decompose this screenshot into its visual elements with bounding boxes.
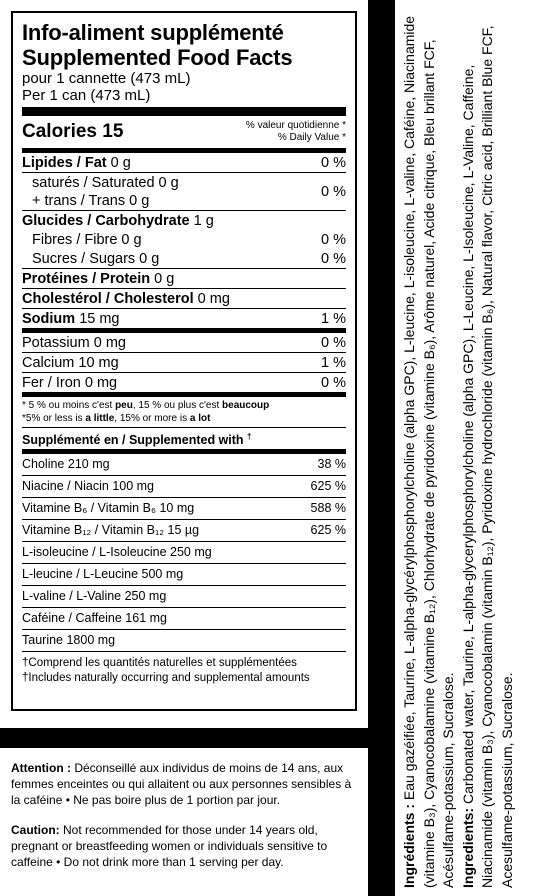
- supplement-row: [22, 608, 346, 630]
- supplement-dv: 625 %: [310, 523, 346, 538]
- supplement-row: [22, 564, 346, 586]
- title-en: Supplemented Food Facts: [22, 45, 293, 70]
- nutrient-amount: 15 mg: [75, 311, 120, 327]
- supplement-label: L-valine / L-Valine 250 mg: [22, 589, 167, 604]
- nutrient-label: saturés / Saturated 0 g: [32, 175, 179, 191]
- black-divider-column: [368, 0, 395, 896]
- nutrient-row-cholesterol: [22, 289, 346, 309]
- nutrient-label: Lipides / Fat: [22, 155, 107, 171]
- nutrient-row-potassium: [22, 333, 346, 353]
- calories-row: [22, 116, 346, 153]
- warning-fr: Attention : Déconseillé aux individus de moins de 14 ans, aux femmes enceintes ou qui allaitent ou aux personnes sensibles à la caféine • Ne pas boire plus de 1 portion par jour.: [11, 761, 352, 807]
- nutrient-label: Sucres / Sugars 0 g: [32, 251, 160, 267]
- nutrient-dv: 1 %: [321, 355, 346, 371]
- nutrient-label: Fer / Iron 0 mg: [22, 375, 118, 391]
- supplement-label: L-leucine / L-Leucine 500 mg: [22, 567, 184, 582]
- supplement-label: Caféine / Caffeine 161 mg: [22, 611, 168, 626]
- nutrient-amount: 0 g: [106, 155, 131, 171]
- supplement-label: Taurine 1800 mg: [22, 633, 116, 648]
- nutrient-row-protein: [22, 269, 346, 289]
- nutrient-dv: 0 %: [321, 375, 346, 391]
- nutrient-label: Fibres / Fibre 0 g: [32, 232, 142, 248]
- dagger-note-fr: †Comprend les quantités naturelles et supplémentées: [22, 657, 297, 670]
- dv-header-en: % Daily Value *: [277, 132, 346, 143]
- supplement-row: [22, 586, 346, 608]
- nutrient-dv: 0 %: [321, 184, 346, 200]
- calories-label: Calories 15: [22, 121, 124, 142]
- supplement-dv: 38 %: [317, 457, 346, 472]
- nutrient-label: Potassium 0 mg: [22, 335, 126, 351]
- supplement-dv: 625 %: [310, 479, 346, 494]
- supplement-label: Choline 210 mg: [22, 457, 110, 472]
- supplement-dv: 588 %: [310, 501, 346, 516]
- nutrient-dv: 0 %: [321, 335, 346, 351]
- dv-footnote: [22, 397, 346, 428]
- nutrient-label: Glucides / Carbohydrate: [22, 213, 190, 229]
- supplement-row: [22, 630, 346, 652]
- nutrient-dv: 0 %: [321, 232, 346, 248]
- dv-header: [246, 120, 346, 144]
- supplements-header: Supplémenté en / Supplemented with †: [22, 428, 346, 454]
- supplement-row: [22, 498, 346, 520]
- nutrient-label-2: + trans / Trans 0 g: [32, 193, 150, 209]
- nutrient-row-iron: [22, 373, 346, 397]
- supplement-row: [22, 520, 346, 542]
- nutrition-facts-panel: [11, 11, 357, 711]
- nutrient-label: Sodium: [22, 311, 76, 327]
- nutrient-row-saturated-trans: [22, 173, 346, 211]
- warning-en: Caution: Not recommended for those under 14 years old, pregnant or breastfeeding women or individuals sensitive to caffeine • Do not drink more than 1 serving per day.: [11, 823, 328, 869]
- ingredients-fr: Ingrédients : Eau gazéifiée, Taurine, L-alpha-glycérylphosphorylcholine (alpha GPC), L-leucine, L-isoleucine, L-valine, Caféine, Niacinamide (vitamine B₃), Cyanocobalamine (vitamine B₁₂), Chlorhydrate de pyridoxine (vitamine B₆), Arôme naturel, Acide citrique, Bleu brillant FCF, Acésulfame-potassium, Sucralose.: [401, 15, 456, 888]
- supplement-row: [22, 454, 346, 476]
- nutrient-row-carbohydrate: [22, 211, 346, 230]
- nutrient-row-sodium: [22, 309, 346, 333]
- black-divider-bar: [0, 728, 368, 748]
- nutrient-dv: 1 %: [321, 311, 346, 327]
- dv-footnote-fr: * 5 % ou moins c'est peu, 15 % ou plus c'est beaucoup: [22, 400, 270, 411]
- title-fr: Info-aliment supplémenté: [22, 20, 284, 45]
- serving-fr: pour 1 cannette (473 mL): [22, 70, 191, 87]
- nutrient-dv: 0 %: [321, 155, 346, 171]
- divider-thick: [22, 107, 346, 116]
- nutrient-row-fibre: [22, 230, 346, 249]
- nutrient-row-sugars: [22, 249, 346, 269]
- supplement-label: L-isoleucine / L-Isoleucine 250 mg: [22, 545, 212, 560]
- supplement-row: [22, 542, 346, 564]
- dv-header-fr: % valeur quotidienne *: [245, 120, 346, 131]
- nutrient-label: Protéines / Protein: [22, 271, 151, 287]
- supplements-list: [22, 454, 346, 652]
- warnings-block: [11, 760, 361, 884]
- serving-en: Per 1 can (473 mL): [22, 87, 151, 104]
- supplement-label: Vitamine B₁₂ / Vitamin B₁₂ 15 µg: [22, 523, 200, 538]
- nutrient-label: Cholestérol / Cholesterol: [22, 291, 194, 307]
- nutrient-dv: 0 %: [321, 251, 346, 267]
- nutrient-row-calcium: [22, 353, 346, 373]
- dagger-note-en: †Includes naturally occurring and supplemental amounts: [22, 672, 310, 685]
- nutrient-amount: 0 g: [150, 271, 175, 287]
- supplement-label: Vitamine B₆ / Vitamin B₆ 10 mg: [22, 501, 195, 516]
- nutrient-row-fat: [22, 153, 346, 173]
- nutrient-label: Calcium 10 mg: [22, 355, 119, 371]
- supplement-row: [22, 476, 346, 498]
- nutrient-amount: 1 g: [189, 213, 214, 229]
- dagger-note: [22, 656, 346, 686]
- nutrient-amount: 0 mg: [193, 291, 230, 307]
- supplement-label: Niacine / Niacin 100 mg: [22, 479, 155, 494]
- ingredients-en: Ingredients: Carbonated water, Taurine, L-alpha-glycerylphosphorylcholine (alpha GPC), L-Leucine, L-Isoleucine, L-Valine, Caffeine, Niacinamide (vitamin B₃), Cyanocobalamin (vitamin B₁₂), Pyridoxine hydrochloride (vitamin B₆), Natural flavor, Citric acid, Brilliant Blue FCF, Acesulfame-potassium, Sucralose.: [459, 25, 515, 888]
- ingredients-block: [400, 8, 530, 888]
- dv-footnote-en: *5% or less is a little, 15% or more is a lot: [22, 413, 211, 424]
